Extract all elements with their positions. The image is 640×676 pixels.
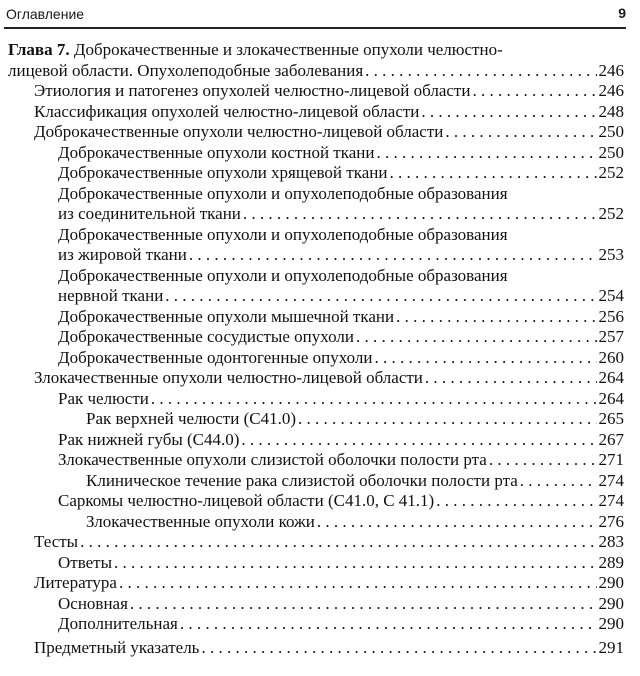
toc-entry[interactable] — [58, 348, 624, 369]
toc-entry-title: Предметный указатель — [34, 638, 200, 657]
toc-entry-title: Саркомы челюстно-лицевой области (С41.0, С 41.1) — [58, 491, 435, 510]
toc-entry-page: 260 — [598, 347, 624, 367]
dot-leader — [436, 491, 596, 511]
dot-leader — [201, 638, 596, 658]
toc-entry-title: Ответы — [58, 552, 113, 572]
toc-entry-page: 252 — [598, 204, 624, 223]
toc-entry[interactable] — [34, 573, 624, 594]
dot-leader — [243, 204, 597, 224]
toc-entry[interactable] — [86, 409, 624, 430]
dot-leader — [421, 102, 596, 122]
dot-leader — [356, 327, 597, 347]
toc-entry-page: 267 — [598, 429, 624, 449]
dot-leader — [374, 348, 596, 368]
toc-entry-page: 283 — [598, 532, 624, 551]
toc-entry-page: 257 — [598, 327, 624, 346]
toc-chapter-7[interactable] — [8, 40, 624, 81]
dot-leader — [389, 163, 596, 183]
dot-leader — [165, 286, 596, 306]
toc-entry-page: 250 — [598, 142, 624, 162]
running-head-title: Оглавление — [6, 6, 85, 22]
toc-entry-page: 290 — [598, 593, 624, 613]
toc-entry-title: Дополнительная — [58, 614, 178, 633]
dot-leader — [520, 471, 597, 491]
toc-entry-title: нервной ткани — [58, 286, 164, 305]
toc-entry-page: 254 — [598, 286, 624, 305]
toc-entry[interactable] — [58, 307, 624, 328]
toc-chapter-7-line1 — [8, 40, 624, 61]
toc-entry[interactable] — [58, 225, 624, 266]
toc-entry[interactable] — [34, 532, 624, 553]
dot-leader — [180, 614, 597, 634]
toc-entry[interactable] — [58, 553, 624, 574]
toc-entry-title: Литература — [34, 573, 117, 592]
toc-entry-page: 290 — [598, 614, 624, 633]
dot-leader — [425, 368, 597, 388]
toc-entry-title: Основная — [58, 593, 128, 613]
toc-entry-page: 271 — [598, 450, 624, 469]
toc-entry[interactable] — [58, 184, 624, 225]
toc-entry[interactable] — [58, 430, 624, 451]
toc-entry[interactable] — [58, 143, 624, 164]
toc-entry[interactable] — [34, 638, 624, 659]
toc-entry[interactable] — [58, 389, 624, 410]
toc-entry-title: Доброкачественные опухоли хрящевой ткани — [58, 163, 388, 182]
toc-entry-title: Рак верхней челюсти (С41.0) — [86, 409, 296, 428]
running-head — [4, 4, 626, 26]
toc-entry-title: Тесты — [34, 532, 79, 551]
toc-entry-title-line1: Доброкачественные опухоли и опухолеподобные образования — [58, 224, 508, 244]
toc-entry-title: Рак нижней губы (С44.0) — [58, 429, 240, 449]
toc-entry-page: 265 — [598, 409, 624, 428]
toc-entry[interactable] — [34, 368, 624, 389]
dot-leader — [376, 143, 596, 163]
toc-entry-title: Доброкачественные опухоли костной ткани — [58, 142, 375, 162]
dot-leader — [445, 122, 596, 142]
dot-leader — [472, 81, 596, 101]
toc-entry-title-line1: Доброкачественные опухоли и опухолеподобные образования — [58, 183, 508, 203]
chapter-title-line2: лицевой области. Опухолеподобные заболевания — [8, 60, 364, 80]
toc-entry-page: 250 — [598, 122, 624, 141]
toc-entry-page: 274 — [598, 491, 624, 510]
toc-entry-page: 274 — [598, 470, 624, 490]
dot-leader — [119, 573, 597, 593]
toc-chapter-7-title-line1 — [8, 40, 503, 60]
toc-entry-title: Доброкачественные сосудистые опухоли — [58, 327, 354, 346]
toc-entry-page: 252 — [598, 163, 624, 182]
dot-leader — [151, 389, 597, 409]
toc-entry-page: 264 — [598, 368, 624, 387]
toc-entry-title: Злокачественные опухоли слизистой оболочки полости рта — [58, 450, 487, 469]
toc-entry[interactable] — [86, 471, 624, 492]
toc-entry-title: Классификация опухолей челюстно-лицевой области — [34, 101, 420, 121]
toc-entry-title: Злокачественные опухоли челюстно-лицевой области — [34, 368, 423, 387]
toc-entry[interactable] — [58, 614, 624, 635]
toc-chapter-7-line2 — [8, 61, 624, 82]
toc-entry-page: 276 — [598, 511, 624, 531]
dot-leader — [189, 245, 597, 265]
toc-entry-title: из соединительной ткани — [58, 204, 241, 223]
toc-entry[interactable] — [58, 450, 624, 471]
toc-entry-page: 264 — [598, 388, 624, 408]
toc-entry[interactable] — [58, 491, 624, 512]
toc-entry-title: Рак челюсти — [58, 388, 149, 408]
dot-leader — [130, 594, 597, 614]
toc-entry[interactable] — [86, 512, 624, 533]
toc-entry-title: из жировой ткани — [58, 245, 187, 264]
dot-leader — [80, 532, 596, 552]
toc-entry-page: 290 — [598, 573, 624, 592]
running-head-page-number: 9 — [618, 5, 626, 21]
toc-entry-page: 256 — [598, 306, 624, 326]
toc-entry-title: Доброкачественные одонтогенные опухоли — [58, 347, 373, 367]
dot-leader — [365, 61, 596, 81]
toc-entry[interactable] — [58, 594, 624, 615]
toc-entry[interactable] — [58, 327, 624, 348]
chapter-title-line1: Доброкачественные и злокачественные опухоли челюстно- — [69, 40, 503, 59]
dot-leader — [241, 430, 596, 450]
toc-entry-title: Злокачественные опухоли кожи — [86, 511, 315, 531]
chapter-page: 246 — [598, 60, 624, 80]
toc-entry[interactable] — [58, 266, 624, 307]
toc-entry[interactable] — [34, 81, 624, 102]
dot-leader — [298, 409, 597, 429]
toc-entry-page: 246 — [598, 81, 624, 100]
toc-entry[interactable] — [34, 102, 624, 123]
toc-entry-page: 248 — [598, 101, 624, 121]
dot-leader — [114, 553, 596, 573]
toc-entry-page: 291 — [598, 638, 624, 657]
header-rule — [4, 27, 626, 29]
toc-entry-title: Доброкачественные опухоли мышечной ткани — [58, 306, 395, 326]
dot-leader — [317, 512, 597, 532]
dot-leader — [489, 450, 597, 470]
toc-entry-title: Доброкачественные опухоли челюстно-лицевой области — [34, 122, 444, 141]
toc-entry-title: Этиология и патогенез опухолей челюстно-лицевой области — [34, 81, 471, 100]
toc-entry[interactable] — [34, 122, 624, 143]
toc-entry-page: 253 — [598, 245, 624, 264]
toc-entry-title-line1: Доброкачественные опухоли и опухолеподобные образования — [58, 265, 508, 285]
toc-entry-page: 289 — [598, 552, 624, 572]
chapter-label: Глава 7. — [8, 40, 70, 59]
toc-entry-title: Клиническое течение рака слизистой оболочки полости рта — [86, 470, 518, 490]
toc-entry[interactable] — [58, 163, 624, 184]
dot-leader — [396, 307, 596, 327]
